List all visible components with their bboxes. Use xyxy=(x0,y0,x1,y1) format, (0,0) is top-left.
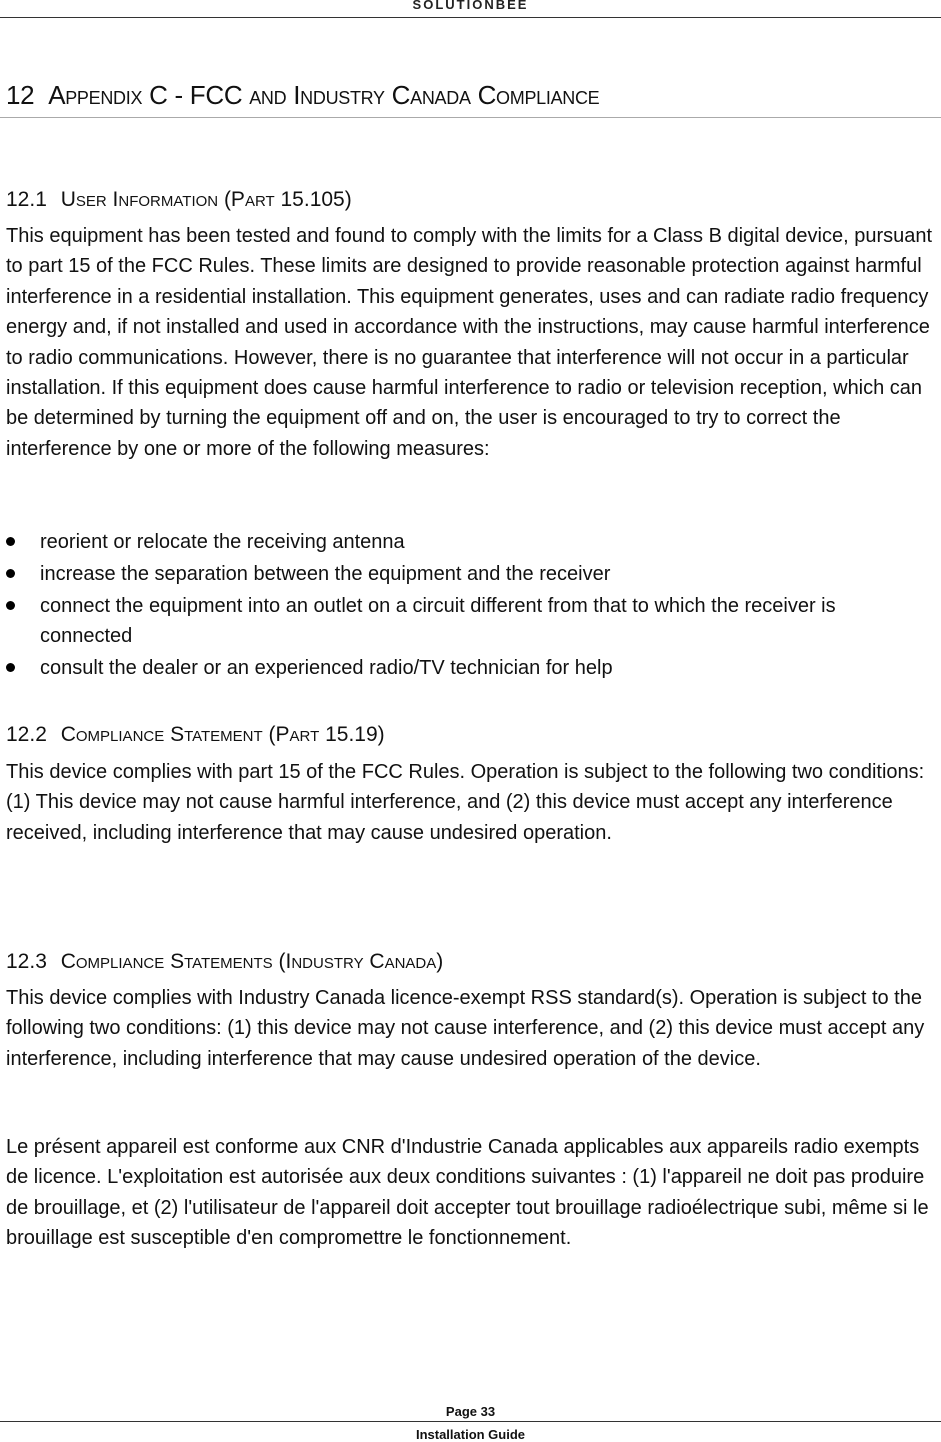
chapter-divider xyxy=(0,117,941,118)
section-number: 12.2 xyxy=(6,723,47,746)
header-logo: SOLUTIONBEE xyxy=(412,0,529,12)
footer-divider xyxy=(0,1421,941,1422)
footer-guide-title: Installation Guide xyxy=(415,1427,526,1442)
section-12-3-heading xyxy=(6,950,443,974)
section-title: User Information (Part 15.105) xyxy=(60,188,352,211)
bullet-icon xyxy=(6,663,15,672)
list-item: increase the separation between the equipment and the receiver xyxy=(6,559,906,589)
section-number: 12.1 xyxy=(6,188,47,211)
section-12-3-body-english: This device complies with Industry Canada licence-exempt RSS standard(s). Operation is subject to the following two conditions: (1) this device may not cause interference, and (2) this device must accept any interference, including interference that may cause undesired operation of the device. xyxy=(6,987,925,1070)
chapter-number: 12 xyxy=(6,80,35,110)
section-number: 12.3 xyxy=(6,950,47,973)
chapter-title-text: Appendix C - FCC and Industry Canada Compliance xyxy=(48,80,600,110)
measures-list xyxy=(6,527,906,685)
section-12-2-heading xyxy=(6,723,385,747)
section-title: Compliance Statements (Industry Canada) xyxy=(60,950,444,973)
section-12-1-heading xyxy=(6,188,352,212)
header-divider xyxy=(0,17,941,18)
bullet-icon xyxy=(6,537,15,546)
section-12-1-body: This equipment has been tested and found to comply with the limits for a Class B digital device, pursuant to part 15 of the FCC Rules. These limits are designed to provide reasonable protection against harmful interference in a residential installation. This equipment generates, uses and can radiate radio frequency energy and, if not installed and used in accordance with the instructions, may cause harmful interference to radio communications. However, there is no guarantee that interference will not occur in a particular installation. If this equipment does cause harmful interference to radio or television reception, which can be determined by turning the equipment off and on, the user is encouraged to try to correct the interference by one or more of the following measures: xyxy=(6,225,933,460)
section-12-3-body-french: Le présent appareil est conforme aux CNR d'Industrie Canada applicables aux appareils radio exempts de licence. L'exploitation est autorisée aux deux conditions suivantes : (1) l'appareil ne doit pas produire de brouillage, et (2) l'utilisateur de l'appareil doit accepter tout brouillage radioélectrique subi, même si le brouillage est susceptible d'en compromettre le fonctionnement. xyxy=(6,1136,929,1250)
page-number: Page 33 xyxy=(445,1404,496,1419)
list-item: reorient or relocate the receiving antenna xyxy=(6,527,906,557)
bullet-icon xyxy=(6,569,15,578)
section-12-2-body: This device complies with part 15 of the FCC Rules. Operation is subject to the following two conditions: (1) This device may not cause harmful interference, and (2) this device must accept any interference received, including interference that may cause undesired operation. xyxy=(6,761,925,844)
list-item: consult the dealer or an experienced radio/TV technician for help xyxy=(6,653,906,683)
chapter-title xyxy=(6,80,599,111)
bullet-icon xyxy=(6,601,15,610)
section-title: Compliance Statement (Part 15.19) xyxy=(60,723,385,746)
list-item: connect the equipment into an outlet on a circuit different from that to which the receiver is connected xyxy=(6,591,906,652)
